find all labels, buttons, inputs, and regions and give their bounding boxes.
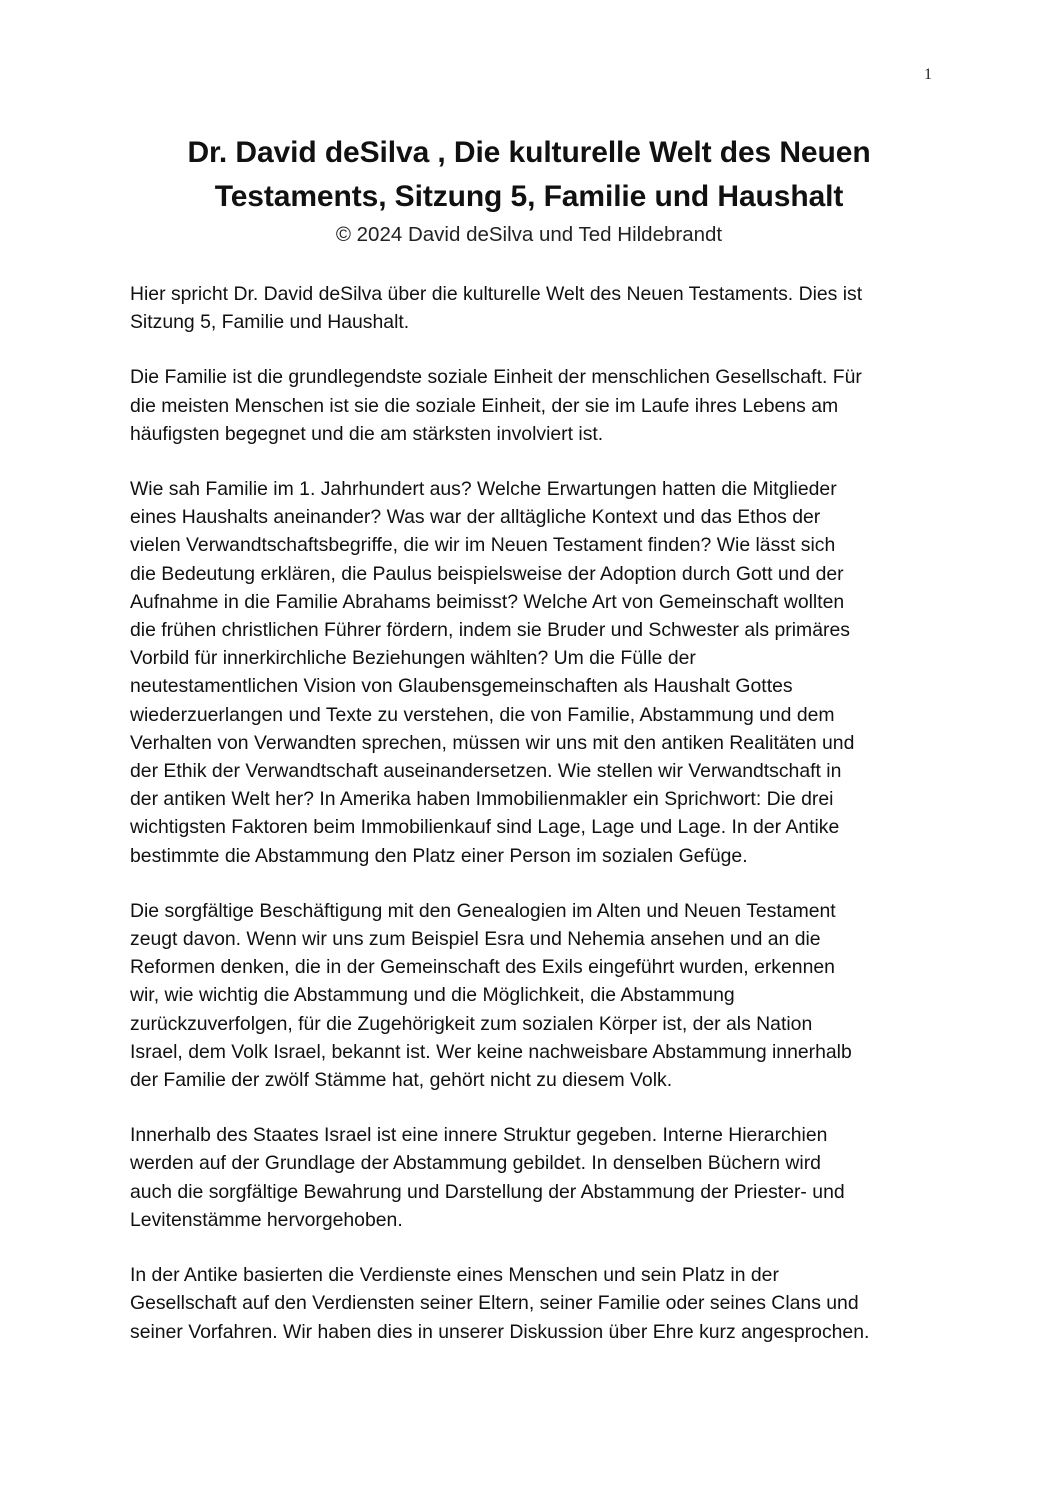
paragraph-line: Innerhalb des Staates Israel ist eine innere Struktur gegeben. Interne Hierarchien bbox=[130, 1124, 828, 1147]
body-paragraph bbox=[130, 280, 940, 336]
paragraph-line: Israel, dem Volk Israel, bekannt ist. Wer keine nachweisbare Abstammung innerhalb bbox=[130, 1040, 852, 1063]
paragraph-line: die meisten Menschen ist sie die soziale Einheit, der sie im Laufe ihres Lebens am bbox=[130, 394, 839, 417]
paragraph-line: vielen Verwandtschaftsbegriffe, die wir im Neuen Testament finden? Wie lässt sich bbox=[130, 534, 836, 557]
paragraph-line: neutestamentlichen Vision von Glaubensgemeinschaften als Haushalt Gottes bbox=[130, 675, 793, 698]
paragraph-line: bestimmte die Abstammung den Platz einer Person im sozialen Gefüge. bbox=[130, 844, 748, 867]
document-header bbox=[100, 131, 958, 249]
body-paragraph bbox=[130, 897, 940, 1094]
paragraph-line: eines Haushalts aneinander? Was war der alltägliche Kontext und das Ethos der bbox=[130, 506, 821, 529]
title-line: Dr. David deSilva , Die kulturelle Welt des Neuen bbox=[187, 136, 871, 169]
paragraph-line: In der Antike basierten die Verdienste eines Menschen und sein Platz in der bbox=[130, 1264, 779, 1287]
paragraph-line: wiederzuerlangen und Texte zu verstehen, die von Familie, Abstammung und dem bbox=[130, 703, 835, 726]
paragraph-line: der Ethik der Verwandtschaft auseinandersetzen. Wie stellen wir Verwandtschaft in bbox=[130, 760, 842, 783]
paragraph-line: Wie sah Familie im 1. Jahrhundert aus? Welche Erwartungen hatten die Mitglieder bbox=[130, 478, 837, 501]
body-paragraph bbox=[130, 363, 940, 448]
paragraph-line: zurückzuverfolgen, für die Zugehörigkeit zum sozialen Körper ist, der als Nation bbox=[130, 1012, 813, 1035]
document-body bbox=[130, 280, 940, 1373]
paragraph-line: wir, wie wichtig die Abstammung und die Möglichkeit, die Abstammung bbox=[130, 984, 735, 1007]
body-paragraph bbox=[130, 1261, 940, 1346]
paragraph-line: die Bedeutung erklären, die Paulus beispielsweise der Adoption durch Gott und der bbox=[130, 562, 844, 585]
paragraph-line: die frühen christlichen Führer fördern, indem sie Bruder und Schwester als primäres bbox=[130, 619, 850, 642]
body-paragraph bbox=[130, 1121, 940, 1234]
paragraph-line: der antiken Welt her? In Amerika haben Immobilienmakler ein Sprichwort: Die drei bbox=[130, 788, 834, 811]
document-title bbox=[100, 131, 958, 219]
paragraph-line: Reformen denken, die in der Gemeinschaft des Exils eingeführt wurden, erkennen bbox=[130, 956, 835, 979]
paragraph-line: werden auf der Grundlage der Abstammung gebildet. In denselben Büchern wird bbox=[130, 1152, 821, 1175]
paragraph-line: Die Familie ist die grundlegendste soziale Einheit der menschlichen Gesellschaft. Für bbox=[130, 366, 862, 389]
paragraph-line: auch die sorgfältige Bewahrung und Darstellung der Abstammung der Priester- und bbox=[130, 1180, 845, 1203]
paragraph-line: der Familie der zwölf Stämme hat, gehört nicht zu diesem Volk. bbox=[130, 1069, 673, 1092]
body-paragraph bbox=[130, 475, 940, 870]
paragraph-line: Gesellschaft auf den Verdiensten seiner Eltern, seiner Familie oder seines Clans und bbox=[130, 1292, 859, 1315]
paragraph-line: Levitenstämme hervorgehoben. bbox=[130, 1208, 403, 1231]
paragraph-line: häufigsten begegnet und die am stärksten involviert ist. bbox=[130, 422, 604, 445]
paragraph-line: Verhalten von Verwandten sprechen, müssen wir uns mit den antiken Realitäten und bbox=[130, 731, 855, 754]
paragraph-line: Hier spricht Dr. David deSilva über die kulturelle Welt des Neuen Testaments. Dies ist bbox=[130, 283, 863, 305]
title-line: Testaments, Sitzung 5, Familie und Haushalt bbox=[214, 180, 844, 213]
page-number: 1 bbox=[924, 66, 932, 83]
paragraph-line: Aufnahme in die Familie Abrahams beimisst? Welche Art von Gemeinschaft wollten bbox=[130, 590, 845, 613]
paragraph-line: zeugt davon. Wenn wir uns zum Beispiel Esra und Nehemia ansehen und an die bbox=[130, 928, 821, 951]
paragraph-line: wichtigsten Faktoren beim Immobilienkauf sind Lage, Lage und Lage. In der Antike bbox=[130, 816, 840, 839]
paragraph-line: Vorbild für innerkirchliche Beziehungen wählten? Um die Fülle der bbox=[130, 647, 696, 670]
copyright-notice: © 2024 David deSilva und Ted Hildebrandt bbox=[335, 223, 723, 246]
paragraph-line: Sitzung 5, Familie und Haushalt. bbox=[130, 311, 410, 334]
paragraph-line: Die sorgfältige Beschäftigung mit den Genealogien im Alten und Neuen Testament bbox=[130, 899, 836, 922]
paragraph-line: seiner Vorfahren. Wir haben dies in unserer Diskussion über Ehre kurz angesprochen. bbox=[130, 1320, 870, 1343]
